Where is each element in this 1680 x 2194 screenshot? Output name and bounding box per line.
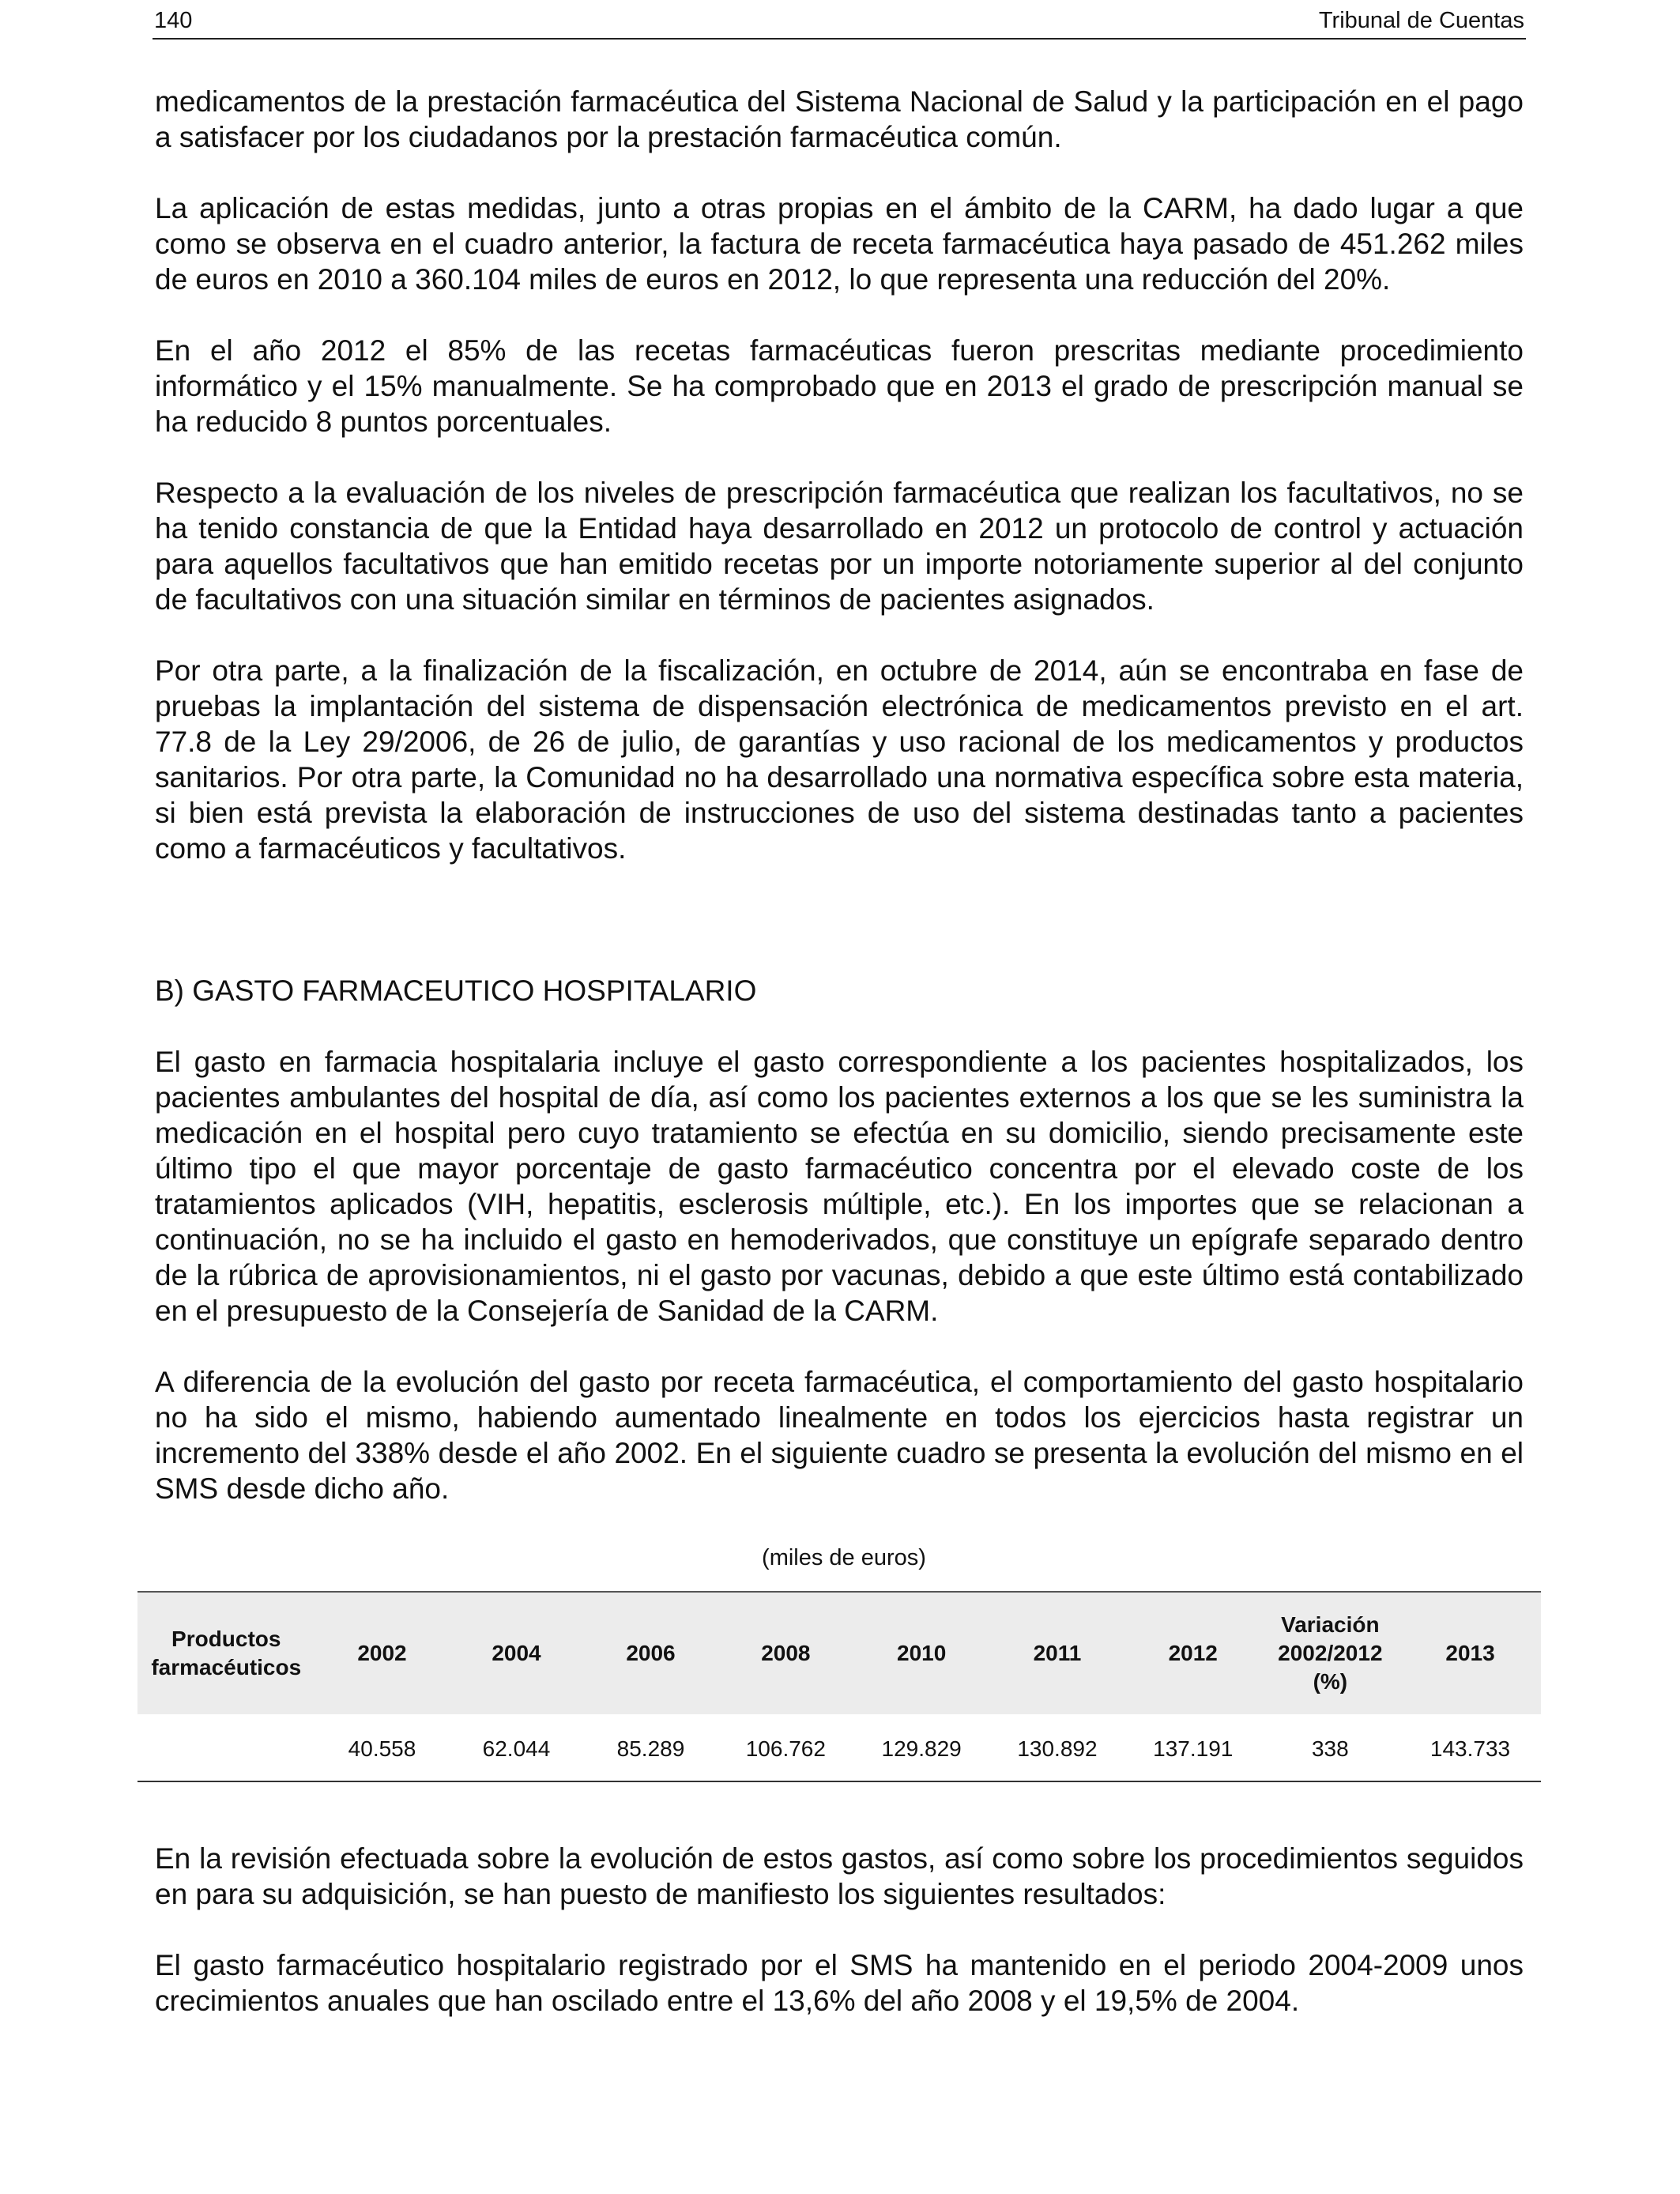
document-body — [151, 84, 1524, 2054]
paragraph: El gasto en farmacia hospitalaria incluye el gasto correspondiente a los pacientes hospitalizados, los pacientes ambulantes del hospital de día, así como los pacientes externos a los que se les suministra la medicación en el hospital pero cuyo tratamiento se efectúa en su domicilio, siendo precisamente este último tipo el que mayor porcentaje de gasto farmacéutico concentra por el elevado coste de los tratamientos aplicados (VIH, hepatitis, esclerosis múltiple, etc.). En los importes que se relacionan a continuación, no se ha incluido el gasto en hemoderivados, que constituye un epígrafe separado dentro de la rúbrica de aprovisionamientos, ni el gasto por vacunas, debido a que este último está contabilizado en el presupuesto de la Consejería de Sanidad de la CARM. — [155, 1046, 1524, 1327]
spacer — [155, 902, 1524, 973]
paragraph: medicamentos de la prestación farmacéutica del Sistema Nacional de Salud y la participación en el pago a satisfacer por los ciudadanos por la prestación farmacéutica común. — [155, 85, 1524, 153]
column-header: Variación 2002/2012 (%) — [1261, 1592, 1399, 1715]
table-cell: 129.829 — [881, 1736, 962, 1761]
paragraph: La aplicación de estas medidas, junto a otras propias en el ámbito de la CARM, ha dado lugar a que como se observa en el cuadro anterior, la factura de receta farmacéutica haya pasado de 451.262 miles de euros en 2010 a 360.104 miles de euros en 2012, lo que representa una reducción del 20%. — [155, 192, 1524, 296]
table-header-row — [137, 1592, 1541, 1715]
spacer — [155, 1782, 1524, 1841]
table-cell: 106.762 — [745, 1736, 826, 1761]
column-header: 2013 — [1399, 1592, 1541, 1715]
table-cell: 130.892 — [1017, 1736, 1098, 1761]
page-number: 140 — [154, 8, 193, 33]
column-header: 2012 — [1125, 1592, 1261, 1715]
table-cell: 85.289 — [616, 1736, 685, 1761]
paragraph: A diferencia de la evolución del gasto por receta farmacéutica, el comportamiento del gasto hospitalario no ha sido el mismo, habiendo aumentado linealmente en todos los ejercicios hasta registrar un incremento del 338% desde el año 2002. En el siguiente cuadro se presenta la evolución del mismo en el SMS desde dicho año. — [155, 1366, 1524, 1505]
table-container — [137, 1591, 1541, 1782]
table-cell: 62.044 — [482, 1736, 551, 1761]
table-row — [137, 1715, 1541, 1781]
column-header: 2010 — [853, 1592, 989, 1715]
paragraph: En el año 2012 el 85% de las recetas farmacéuticas fueron prescritas mediante procedimiento informático y el 15% manualmente. Se ha comprobado que en 2013 el grado de prescripción manual se ha reducido 8 puntos porcentuales. — [155, 334, 1524, 438]
table-caption: (miles de euros) — [762, 1545, 926, 1570]
paragraph: Por otra parte, a la finalización de la fiscalización, en octubre de 2014, aún se encontraba en fase de pruebas la implantación del sistema de dispensación electrónica de medicamentos previsto en el art. 77.8 de la Ley 29/2006, de 26 de julio, de garantías y uso racional de los medicamentos y productos sanitarios. Por otra parte, la Comunidad no ha desarrollado una normativa específica sobre esta materia, si bien está prevista la elaboración de instrucciones de uso del sistema destinadas tanto a pacientes como a farmacéuticos y facultativos. — [155, 654, 1524, 865]
table-cell: 338 — [1311, 1736, 1349, 1761]
column-header: 2002 — [315, 1592, 450, 1715]
paragraph: Respecto a la evaluación de los niveles de prescripción farmacéutica que realizan los facultativos, no se ha tenido constancia de que la Entidad haya desarrollado en 2012 un protocolo de control y actuación para aquellos facultativos que han emitido recetas por un importe notoriamente superior al del conjunto de facultativos con una situación similar en términos de pacientes asignados. — [155, 477, 1524, 616]
column-header: Productos farmacéuticos — [137, 1592, 315, 1715]
column-header: 2008 — [718, 1592, 853, 1715]
table-cell: 40.558 — [348, 1736, 416, 1761]
expense-table — [137, 1591, 1541, 1782]
paragraph: En la revisión efectuada sobre la evolución de estos gastos, así como sobre los procedimientos seguidos en para su adquisición, se han puesto de manifiesto los siguientes resultados: — [155, 1842, 1524, 1910]
page-header — [153, 0, 1526, 40]
running-header-title: Tribunal de Cuentas — [1318, 8, 1524, 33]
column-header: 2004 — [449, 1592, 583, 1715]
table-cell: 137.191 — [1153, 1736, 1234, 1761]
paragraph: El gasto farmacéutico hospitalario registrado por el SMS ha mantenido en el periodo 2004-2009 unos crecimientos anuales que han oscilado entre el 13,6% del año 2008 y el 19,5% de 2004. — [155, 1949, 1524, 2017]
table-cell — [137, 1715, 315, 1781]
column-header: 2011 — [989, 1592, 1125, 1715]
section-heading: B) GASTO FARMACEUTICO HOSPITALARIO — [155, 974, 757, 1007]
column-header: 2006 — [583, 1592, 718, 1715]
table-cell: 143.733 — [1430, 1736, 1511, 1761]
